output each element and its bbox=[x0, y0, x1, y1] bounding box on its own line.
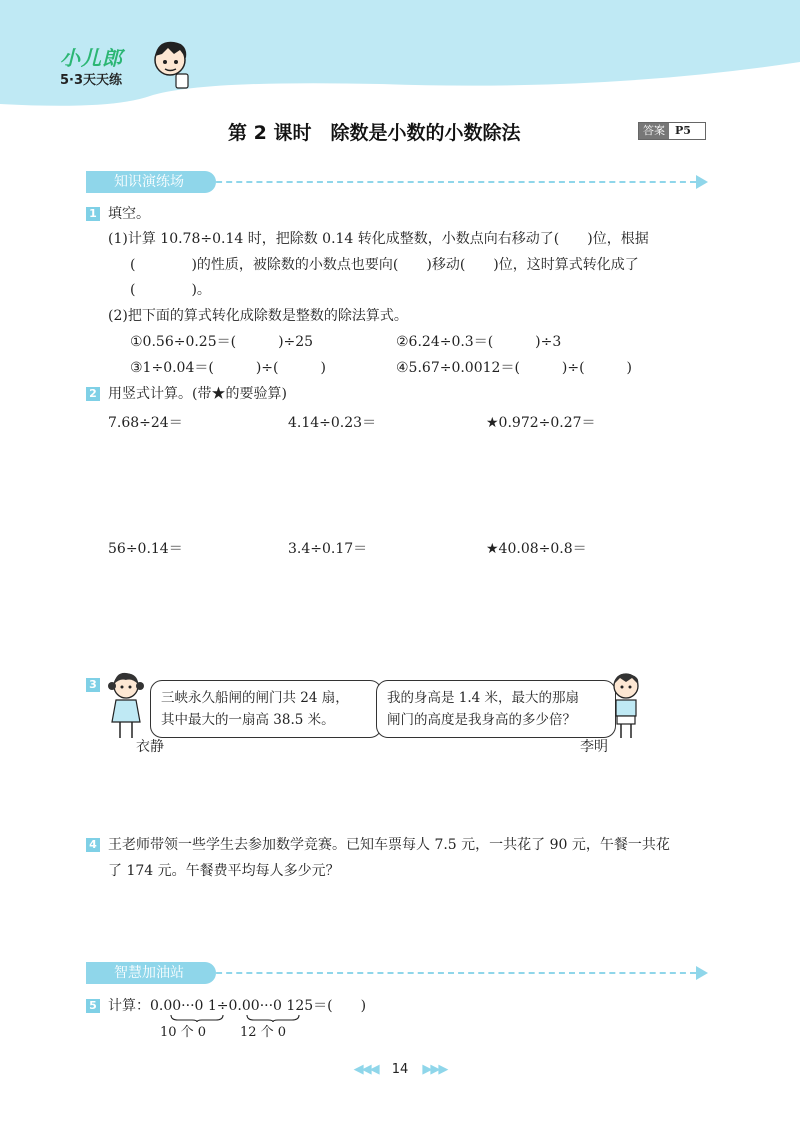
question-4-line2: 了 174 元。午餐费平均每人多少元？ bbox=[108, 863, 340, 879]
section-title: 智慧加油站 bbox=[114, 965, 184, 981]
arrow-right-icon bbox=[696, 175, 708, 189]
prev-arrows-icon: ◀◀◀ bbox=[353, 1062, 378, 1077]
section-title: 知识演练场 bbox=[114, 174, 184, 190]
answer-badge[interactable] bbox=[638, 122, 706, 140]
speech-bubble-right bbox=[376, 680, 616, 738]
calc-item: 7.68÷24＝ bbox=[108, 415, 183, 431]
section-header-practice bbox=[86, 171, 216, 193]
answer-page: P5 bbox=[675, 124, 691, 137]
bubble-line: 闸门的高度是我身高的多少倍？ bbox=[387, 712, 576, 728]
section-header-bonus bbox=[86, 962, 216, 984]
boy-mascot-icon bbox=[150, 38, 194, 92]
bubble-line: 三峡永久船闸的闸门共 24 扇， bbox=[161, 690, 349, 706]
next-arrows-icon: ▶▶▶ bbox=[422, 1062, 447, 1077]
q1-expr-3: ③1÷0.04＝( )÷( ) bbox=[130, 360, 326, 376]
q1-expr-4: ④5.67÷0.0012＝( )÷( ) bbox=[396, 360, 633, 376]
question-text: 王老师带领一些学生去参加数学竞赛。已知车票每人 7.5 元，一共花了 90 元，午餐一共花 bbox=[108, 837, 670, 853]
girl-character-icon bbox=[104, 670, 148, 742]
q1-part1-line2: ( )的性质，被除数的小数点也要向( )移动( )位，这时算式转化成了 bbox=[130, 257, 639, 273]
question-5 bbox=[86, 997, 366, 1015]
calc-item: ★0.972÷0.27＝ bbox=[486, 415, 596, 431]
q1-part1-line1: (1)计算 10.78÷0.14 时，把除数 0.14 转化成整数，小数点向右移动了( )位，根据 bbox=[108, 231, 649, 247]
brace-2-icon bbox=[246, 1014, 300, 1022]
calc-item: 4.14÷0.23＝ bbox=[288, 415, 377, 431]
q1-expr-2: ②6.24÷0.3＝( )÷3 bbox=[396, 334, 562, 350]
question-4 bbox=[86, 836, 670, 854]
question-1 bbox=[86, 205, 150, 223]
bubble-line: 其中最大的一扇高 38.5 米。 bbox=[161, 712, 335, 728]
question-number: 3 bbox=[86, 678, 100, 692]
bubble-line: 我的身高是 1.4 米，最大的那扇 bbox=[387, 690, 580, 706]
answer-label: 答案 bbox=[639, 123, 669, 139]
question-2 bbox=[86, 385, 287, 403]
section-divider bbox=[206, 972, 696, 974]
speech-bubble-left bbox=[150, 680, 382, 738]
calc-item: ★40.08÷0.8＝ bbox=[486, 541, 587, 557]
character-name-right: 李明 bbox=[580, 739, 608, 755]
q1-part2-title: (2)把下面的算式转化成除数是整数的除法算式。 bbox=[108, 308, 408, 324]
zero-count-1: 10 个 0 bbox=[160, 1025, 207, 1040]
q1-part1-line3: ( )。 bbox=[130, 282, 211, 298]
brace-1-icon bbox=[170, 1014, 224, 1022]
expr-part: 1÷0. bbox=[203, 998, 242, 1014]
boy-character-icon bbox=[606, 670, 648, 742]
arrow-right-icon bbox=[696, 966, 708, 980]
section-divider bbox=[206, 181, 696, 183]
question-prefix: 计算： bbox=[108, 998, 150, 1014]
question-title: 填空。 bbox=[108, 206, 150, 222]
page-number: 14 bbox=[391, 1062, 409, 1077]
question-title: 用竖式计算。(带★的要验算) bbox=[108, 386, 287, 402]
page-title: 第 2 课时 除数是小数的小数除法 bbox=[228, 122, 521, 144]
expr-zeros-1: 00···0 bbox=[163, 998, 204, 1014]
zero-count-2: 12 个 0 bbox=[240, 1025, 287, 1040]
question-number: 5 bbox=[86, 999, 100, 1013]
brand-logo bbox=[60, 42, 123, 88]
logo-text: 小儿郎 bbox=[60, 46, 123, 70]
expr-zeros-2: 00···0 bbox=[241, 998, 282, 1014]
question-number: 4 bbox=[86, 838, 100, 852]
expr-part: 125＝( ) bbox=[281, 998, 367, 1014]
logo-subtitle: 5·3天天练 bbox=[60, 73, 123, 88]
character-name-left: 衣静 bbox=[136, 739, 164, 755]
calc-item: 56÷0.14＝ bbox=[108, 541, 183, 557]
q1-expr-1: ①0.56÷0.25＝( )÷25 bbox=[130, 334, 314, 350]
calc-item: 3.4÷0.17＝ bbox=[288, 541, 368, 557]
question-number: 1 bbox=[86, 207, 100, 221]
expr-part: 0. bbox=[150, 998, 164, 1014]
question-number: 2 bbox=[86, 387, 100, 401]
page-footer bbox=[330, 1062, 470, 1077]
